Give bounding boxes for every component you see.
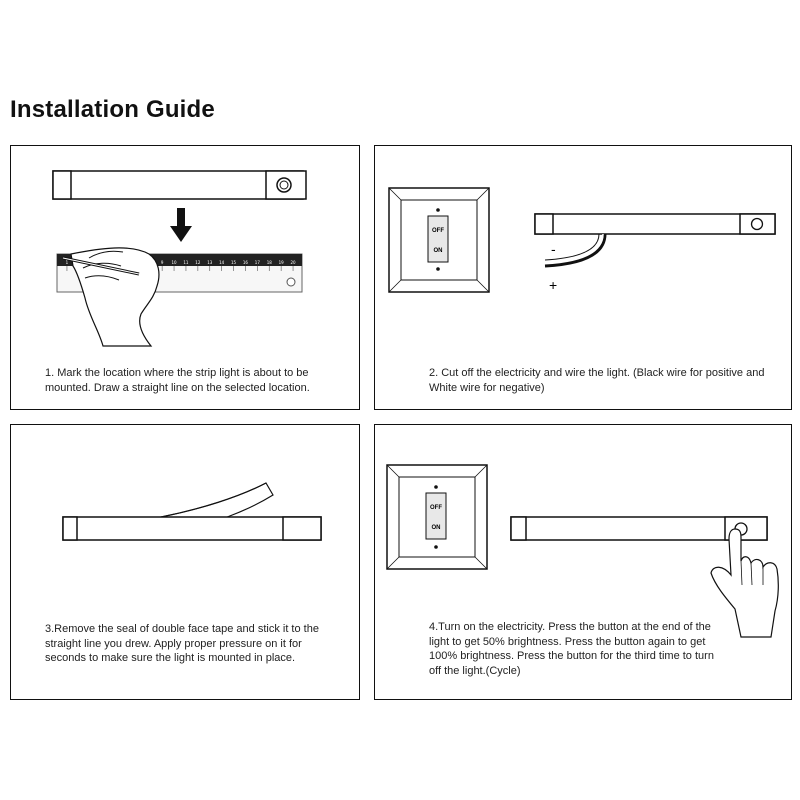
switch-off-label: OFF	[430, 505, 442, 511]
positive-symbol: +	[549, 277, 558, 293]
switch-on-label: ON	[433, 248, 443, 254]
switch-on-label: ON	[431, 525, 441, 531]
step-2-panel	[374, 145, 792, 410]
ruler-tick-label: 19	[278, 260, 284, 265]
ruler-tick-label: 18	[266, 260, 272, 265]
ruler-tick-label: 11	[183, 260, 189, 265]
strip-light	[63, 517, 321, 540]
step-1-caption: 1. Mark the location where the strip light is about to be mounted. Draw a straight line on the selected location.	[45, 367, 310, 394]
ruler-tick-label: 16	[242, 260, 248, 265]
strip-light	[535, 214, 775, 234]
ruler-tick-label: 14	[219, 260, 225, 265]
step-1-panel	[10, 145, 360, 410]
step-2-caption: 2. Cut off the electricity and wire the light. (Black wire for positive and White wire for negative)	[429, 367, 765, 394]
strip-light	[53, 171, 306, 199]
ruler-tick-label: 13	[207, 260, 213, 265]
step-3-panel	[10, 424, 360, 700]
hand-with-pen-icon	[63, 248, 159, 346]
step-3-caption: 3.Remove the seal of double face tape and stick it to the straight line you drew. Apply proper pressure on it for seconds to make sure the light is mounted in place.	[45, 623, 319, 664]
step-4-caption: 4.Turn on the electricity. Press the button at the end of the light to get 50% brightness. Press the button again to get 100% brightness. Press the button for the third time to turn off the light.(Cycle)	[429, 621, 714, 677]
step-4-panel	[374, 424, 792, 700]
ruler-tick-label: 1	[65, 260, 69, 265]
ruler-tick-label: 17	[254, 260, 260, 265]
switch-off-label: OFF	[432, 228, 444, 234]
ruler-tick-label: 10	[171, 260, 177, 265]
ruler-tick-label: 20	[290, 260, 296, 265]
ruler-tick-label: 15	[231, 260, 237, 265]
wall-switch-icon	[389, 188, 489, 292]
ruler-tick-label: 9	[160, 260, 164, 265]
negative-symbol: -	[551, 241, 556, 257]
ruler-tick-label: 12	[195, 260, 201, 265]
page-title: Installation Guide	[10, 96, 215, 123]
down-arrow-icon	[170, 208, 192, 242]
wall-switch-icon	[387, 465, 487, 569]
